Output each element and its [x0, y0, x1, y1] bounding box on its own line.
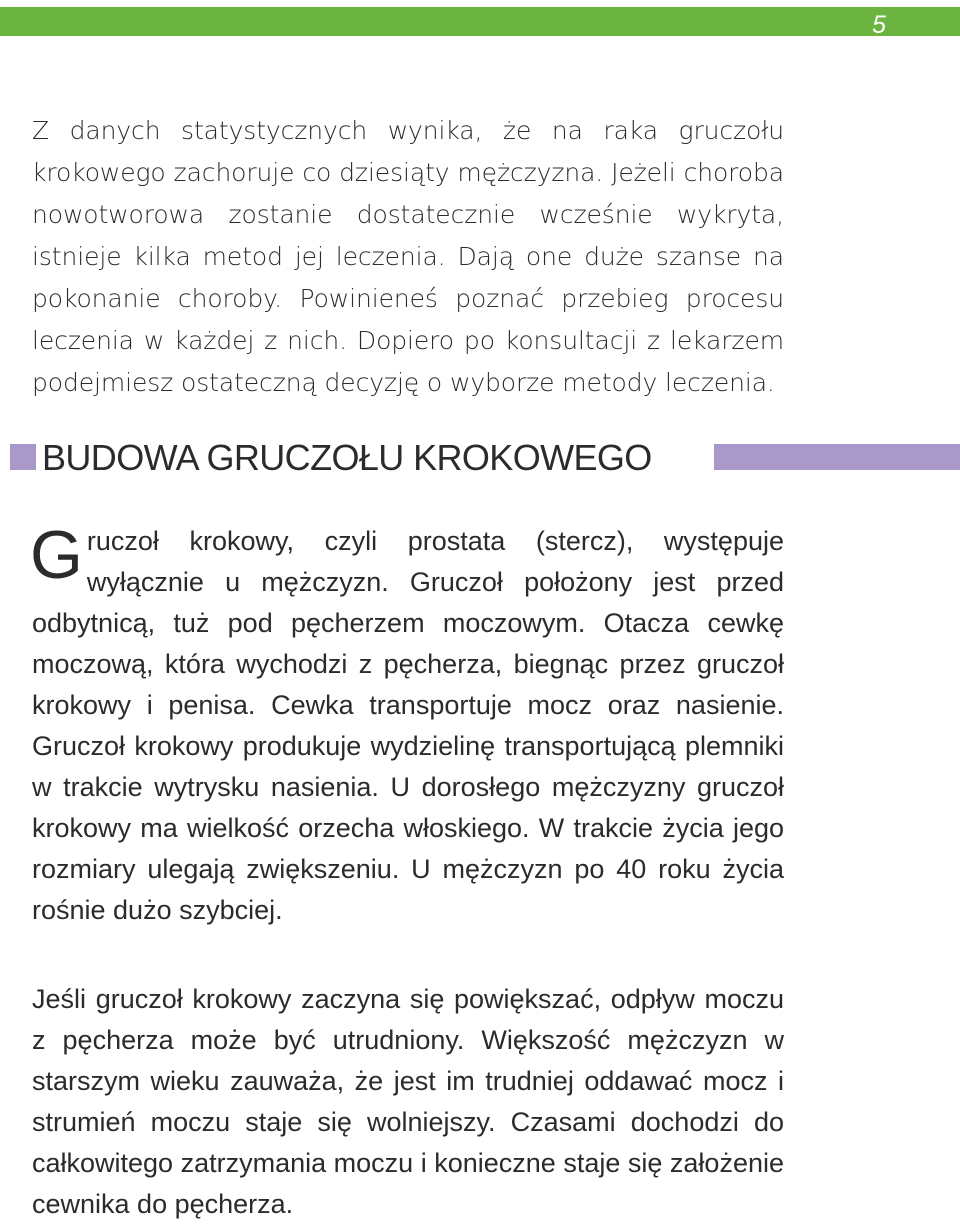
section-paragraph-2: Jeśli gruczoł krokowy zaczyna się powiększać, odpływ moczu z pęcherza może być utrudniony. Większość mężczyzn w starszym wieku zauważa, że jest im trudniej oddawać mocz i strumień moczu staje się wolniejszy. Czasami dochodzi do całkowitego zatrzymania moczu i konieczne staje się założenie cewnika do pęcherza. [32, 984, 784, 1219]
header-bar [0, 7, 960, 39]
intro-paragraph: Z danych statystycznych wynika, że na raka gruczołu krokowego zachoruje co dziesiąty mężczyzna. Jeżeli choroba nowotworowa zostanie dostatecznie wcześnie wykryta, istnieje kilka metod jej leczenia. Dają one duże szanse na pokonanie choroby. Powinieneś poznać przebieg procesu leczenia w każdej z nich. Dopiero po konsultacji z lekarzem podejmiesz ostateczną decyzję o wyborze metody leczenia. [32, 116, 784, 397]
drop-cap: G [30, 517, 83, 593]
section-paragraph-1 [30, 517, 784, 931]
paragraph-1-text: ruczoł krokowy, czyli prostata (stercz), występuje wyłącznie u mężczyzn. Gruczoł położony jest przed odbytnicą, tuż pod pęcherzem moczowym. Otacza cewkę moczową, która wychodzi z pęcherza, biegnąc przez gruczoł krokowy i penisa. Cewka transportuje mocz oraz nasienie. Gruczoł krokowy produkuje wydzielinę transportującą plemniki w trakcie wytrysku nasienia. U dorosłego mężczyzny gruczoł krokowy ma wielkość orzecha włoskiego. W trakcie życia jego rozmiary ulegają zwiększeniu. U mężczyzn po 40 roku życia rośnie dużo szybciej. [32, 526, 784, 925]
heading-square-marker [10, 444, 36, 470]
section-title: BUDOWA GRUCZOŁU KROKOWEGO [42, 437, 652, 478]
heading-accent-bar [714, 444, 960, 470]
page-number: 5 [872, 11, 886, 39]
section-heading-row [0, 437, 960, 480]
